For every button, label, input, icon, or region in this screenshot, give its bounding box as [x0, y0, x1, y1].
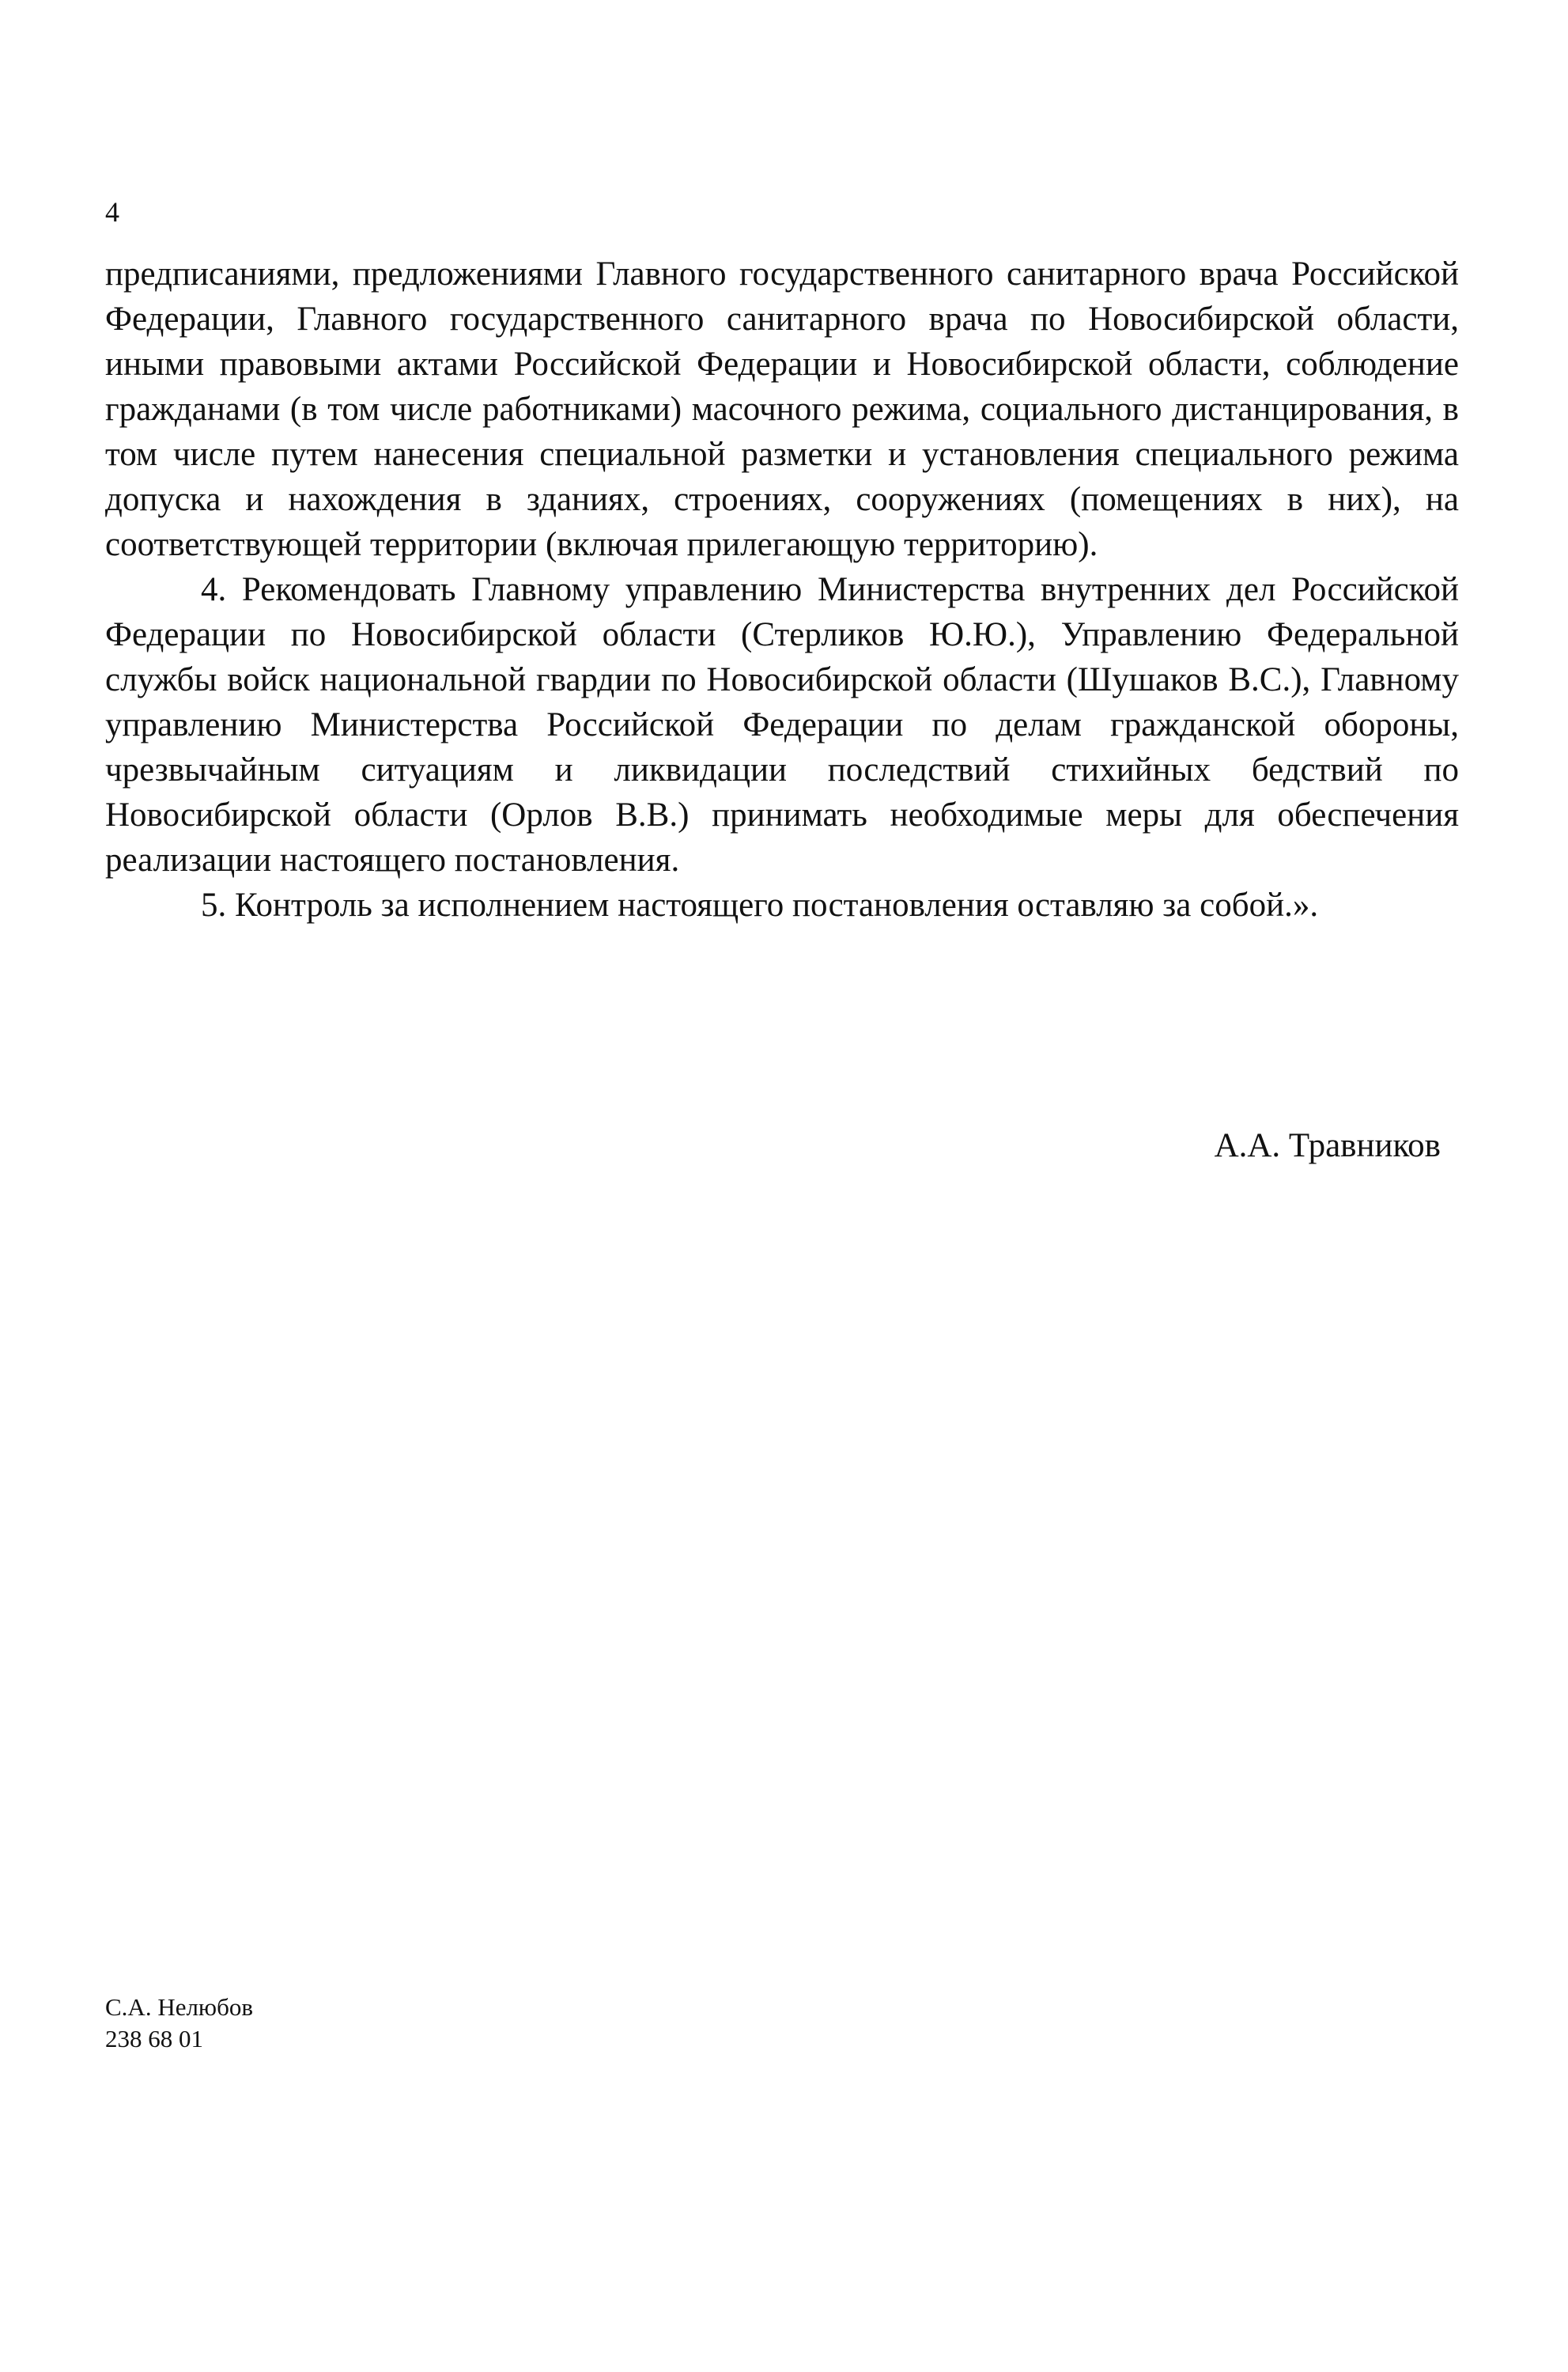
document-body: [105, 252, 1459, 928]
signature-name: А.А. Травников: [1214, 1127, 1441, 1164]
executor-phone: 238 68 01: [105, 2025, 203, 2052]
executor-block: [105, 1992, 253, 2055]
page-number: 4: [105, 196, 119, 228]
paragraph-item-5: 5. Контроль за исполнением настоящего постановления оставляю за собой.».: [201, 887, 1319, 924]
executor-name: С.А. Нелюбов: [105, 1993, 253, 2021]
paragraph-continuation: предписаниями, предложениями Главного государственного санитарного врача Российской Федерации, Главного государственного санитарного врача по Новосибирской области, иными правовыми актами Российской Федерации и Новосибирской области, соблюдение гражданами (в том числе работниками) масочного режима, социального дистанцирования, в том числе путем нанесения специальной разметки и установления специального режима допуска и нахождения в зданиях, строениях, сооружениях (помещениях в них), на соответствующей территории (включая прилегающую территорию).: [105, 255, 1459, 563]
paragraph-item-4: 4. Рекомендовать Главному управлению Министерства внутренних дел Российской Федерации по Новосибирской области (Стерликов Ю.Ю.), Управлению Федеральной службы войск национальной гвардии по Новосибирской области (Шушаков В.С.), Главному управлению Министерства Российской Федерации по делам гражданской обороны, чрезвычайным ситуациям и ликвидации последствий стихийных бедствий по Новосибирской области (Орлов В.В.) принимать необходимые меры для обеспечения реализации настоящего постановления.: [105, 571, 1459, 879]
